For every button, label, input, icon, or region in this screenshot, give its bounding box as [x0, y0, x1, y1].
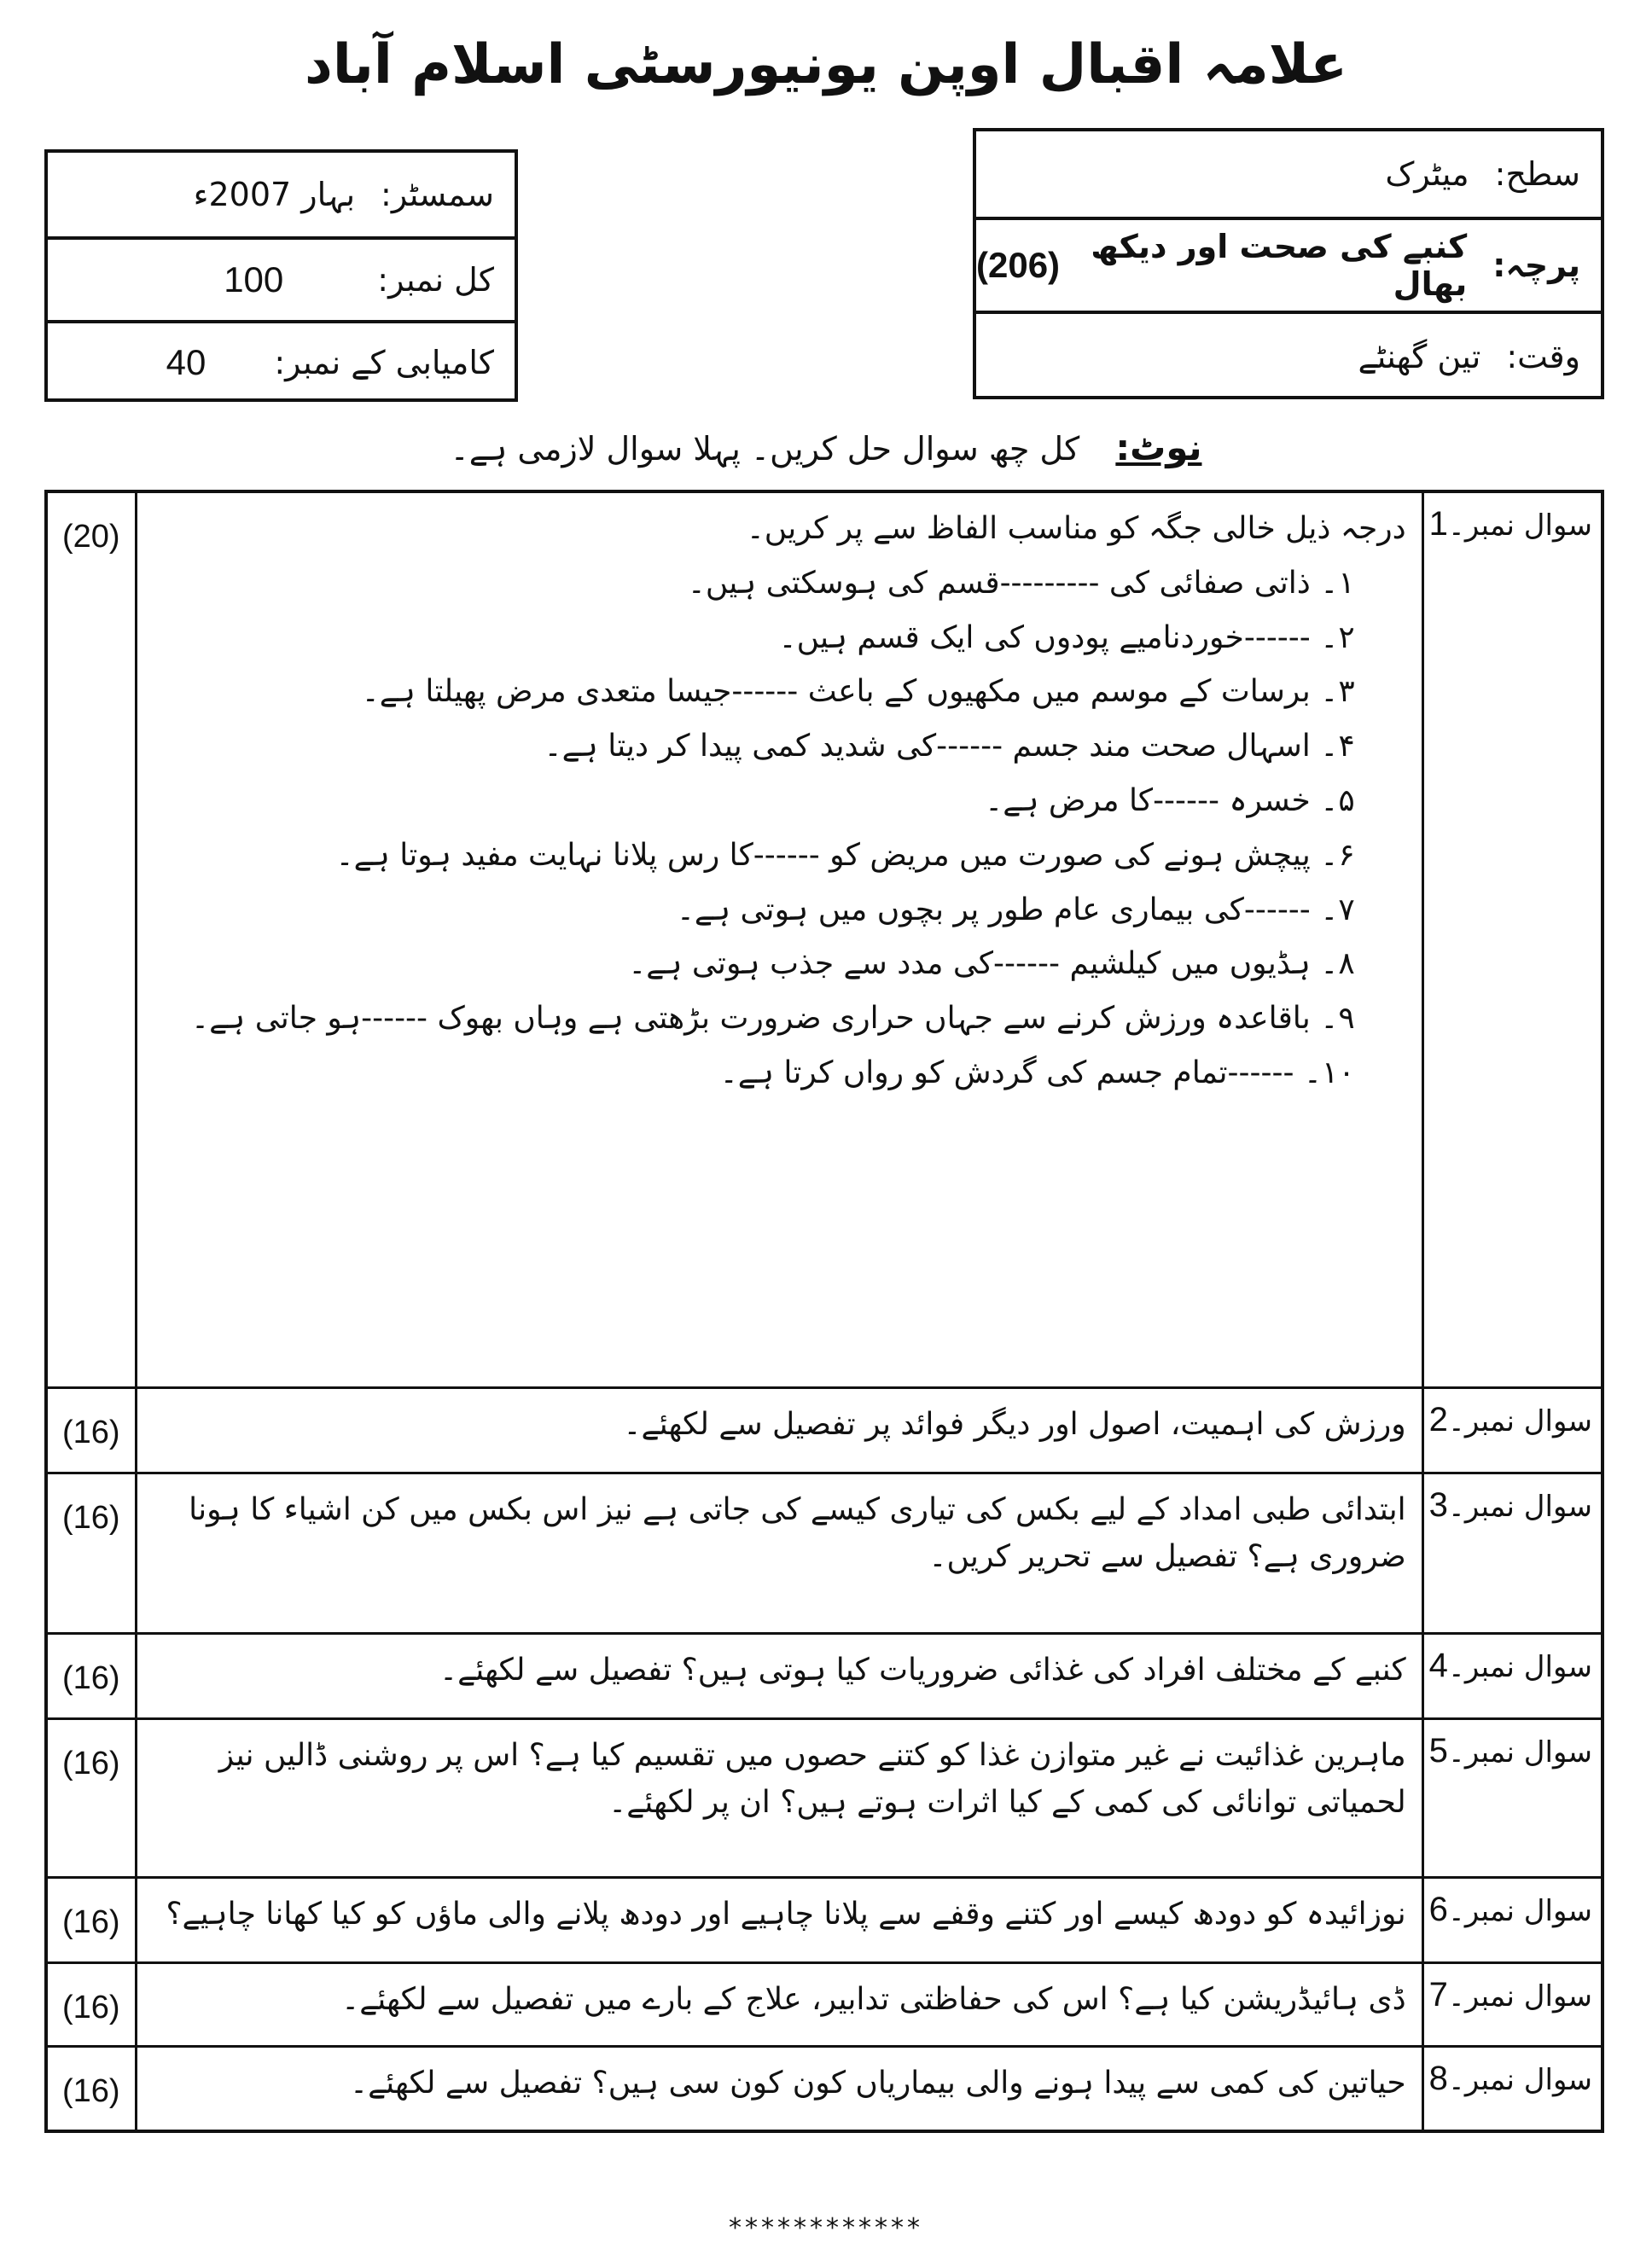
- fill-blank-item: ۵۔ خسرہ ------کا مرض ہے۔: [985, 782, 1355, 818]
- question-label: سوال نمبر۔: [1447, 1403, 1592, 1438]
- level-label: سطح:: [1494, 155, 1580, 193]
- pass-marks-label: کامیابی کے نمبر:: [274, 344, 494, 381]
- fill-blank-item: ۲۔ ------خوردنامیے پودوں کی ایک قسم ہیں۔: [778, 619, 1355, 655]
- question-label-cell: [1422, 2046, 1603, 2131]
- question-number: 8: [1428, 2059, 1448, 2097]
- marks-info-box: [44, 149, 518, 402]
- question-text: ابتدائی طبی امداد کے لیے بکس کی تیاری کیسے کی جاتی ہے نیز اس بکس میں کن اشیاء کا ہونا ضروری ہے؟ تفصیل سے تحریر کریں۔: [136, 1473, 1422, 1633]
- question-text: ڈی ہائیڈریشن کیا ہے؟ اس کی حفاظتی تدابیر، علاج کے بارے میں تفصیل سے لکھئے۔: [136, 1962, 1422, 2046]
- question-label: سوال نمبر۔: [1447, 1979, 1592, 2014]
- question-marks: (16): [46, 2046, 136, 2131]
- fill-blank-item: ۹۔ باقاعدہ ورزش کرنے سے جہاں حراری ضرورت بڑھتی ہے وہاں بھوک ------ہو جاتی ہے۔: [190, 1001, 1355, 1037]
- question-label-cell: [1422, 1387, 1603, 1473]
- question-label-cell: [1422, 491, 1603, 1387]
- question-marks: (16): [46, 1877, 136, 1962]
- note-title: نوٹ:: [1115, 427, 1202, 468]
- question-label: سوال نمبر۔: [1447, 1735, 1592, 1770]
- question-label-cell: [1422, 1633, 1603, 1718]
- question-text: کنبے کے مختلف افراد کی غذائی ضروریات کیا ہوتی ہیں؟ تفصیل سے لکھئے۔: [136, 1633, 1422, 1718]
- question-label: سوال نمبر۔: [1447, 2062, 1592, 2097]
- question-row: [46, 491, 1603, 1387]
- note-text: کل چھ سوال حل کریں۔ پہلا سوال لازمی ہے۔: [450, 430, 1080, 468]
- semester-row: [48, 153, 515, 236]
- time-value: تین گھنٹے: [1358, 338, 1481, 375]
- question-marks: (16): [46, 1387, 136, 1473]
- fill-blank-item: ۸۔ ہڈیوں میں کیلشیم ------کی مدد سے جذب ہوتی ہے۔: [628, 946, 1355, 982]
- university-title: علامہ اقبال اوپن یونیورسٹی اسلام آباد: [304, 33, 1348, 96]
- level-value: میٹرک: [1385, 155, 1469, 193]
- question-row: [46, 1718, 1603, 1877]
- fill-blank-item: ۶۔ پیچش ہونے کی صورت میں مریض کو ------کا رس پلانا نہایت مفید ہوتا ہے۔: [335, 837, 1355, 873]
- level-row: [976, 131, 1601, 217]
- instruction-note: [0, 427, 1652, 468]
- question-marks: (16): [46, 1473, 136, 1633]
- paper-code: (206): [976, 245, 1061, 285]
- question-label: سوال نمبر۔: [1447, 508, 1592, 543]
- fill-blank-item: ۴۔ اسہال صحت مند جسم ------کی شدید کمی پیدا کر دیتا ہے۔: [544, 729, 1355, 764]
- question-number: 5: [1428, 1731, 1448, 1770]
- question-row: [46, 1877, 1603, 1962]
- question-row: [46, 1962, 1603, 2046]
- fill-blank-item: ۱۔ ذاتی صفائی کی ---------قسم کی ہوسکتی ہیں۔: [687, 565, 1355, 601]
- question-number: 6: [1428, 1890, 1448, 1928]
- question-row: [46, 1473, 1603, 1633]
- question-marks: (20): [46, 491, 136, 1387]
- question-label-cell: [1422, 1473, 1603, 1633]
- pass-marks-row: [48, 320, 515, 402]
- question-text: درجہ ذیل خالی جگہ کو مناسب الفاظ سے پر کریں۔: [746, 511, 1406, 546]
- fill-blank-item: ۷۔ ------کی بیماری عام طور پر بچوں میں ہوتی ہے۔: [676, 892, 1355, 927]
- pass-marks-value: 40: [166, 342, 206, 382]
- question-label: سوال نمبر۔: [1447, 1893, 1592, 1928]
- question-text: ورزش کی اہمیت، اصول اور دیگر فوائد پر تفصیل سے لکھئے۔: [136, 1387, 1422, 1473]
- total-marks-label: کل نمبر:: [377, 261, 494, 299]
- question-label-cell: [1422, 1877, 1603, 1962]
- question-number: 3: [1428, 1485, 1448, 1524]
- question-label-cell: [1422, 1718, 1603, 1877]
- question-marks: (16): [46, 1962, 136, 2046]
- semester-label: سمسٹر:: [381, 176, 494, 213]
- total-marks-row: [48, 236, 515, 320]
- question-marks: (16): [46, 1633, 136, 1718]
- question-number: 4: [1428, 1646, 1448, 1684]
- question-row: [46, 2046, 1603, 2131]
- paper-value: کنبے کی صحت اور دیکھ بھال: [1091, 228, 1468, 303]
- time-row: [976, 311, 1601, 399]
- paper-label: پرچہ:: [1492, 247, 1580, 284]
- question-label: سوال نمبر۔: [1447, 1649, 1592, 1684]
- question-number: 7: [1428, 1975, 1448, 2014]
- question-number: 1: [1428, 505, 1448, 543]
- question-label-cell: [1422, 1962, 1603, 2046]
- question-number: 2: [1428, 1400, 1448, 1438]
- paper-row: [976, 217, 1601, 311]
- time-label: وقت:: [1506, 338, 1580, 375]
- question-text: حیاتین کی کمی سے پیدا ہونے والی بیماریاں کون کون سی ہیں؟ تفصیل سے لکھئے۔: [136, 2046, 1422, 2131]
- fill-blank-item: ۳۔ برسات کے موسم میں مکھیوں کے باعث ------جیسا متعدی مرض پھیلتا ہے۔: [361, 674, 1355, 710]
- question-label: سوال نمبر۔: [1447, 1489, 1592, 1524]
- question-text-cell: [136, 491, 1422, 1387]
- question-text: ماہرین غذائیت نے غیر متوازن غذا کو کتنے حصوں میں تقسیم کیا ہے؟ اس پر روشنی ڈالیں نیز لحمیاتی توانائی کی کمی کے کیا اثرات ہوتے ہیں؟ ان پر لکھئے۔: [136, 1718, 1422, 1877]
- fill-blank-item: ۱۰۔ ------تمام جسم کی گردش کو رواں کرتا ہے۔: [719, 1055, 1355, 1090]
- total-marks-value: 100: [224, 259, 284, 299]
- question-row: [46, 1633, 1603, 1718]
- question-text: نوزائیدہ کو دودھ کیسے اور کتنے وقفے سے پلانا چاہیے اور دودھ پلانے والی ماؤں کو کیا کھانا چاہیے؟: [136, 1877, 1422, 1962]
- end-stars: ************: [729, 2213, 923, 2243]
- semester-value: بہار 2007ء: [193, 176, 356, 213]
- questions-table: [44, 490, 1604, 2133]
- question-marks: (16): [46, 1718, 136, 1877]
- paper-info-box: [973, 128, 1604, 399]
- question-row: [46, 1387, 1603, 1473]
